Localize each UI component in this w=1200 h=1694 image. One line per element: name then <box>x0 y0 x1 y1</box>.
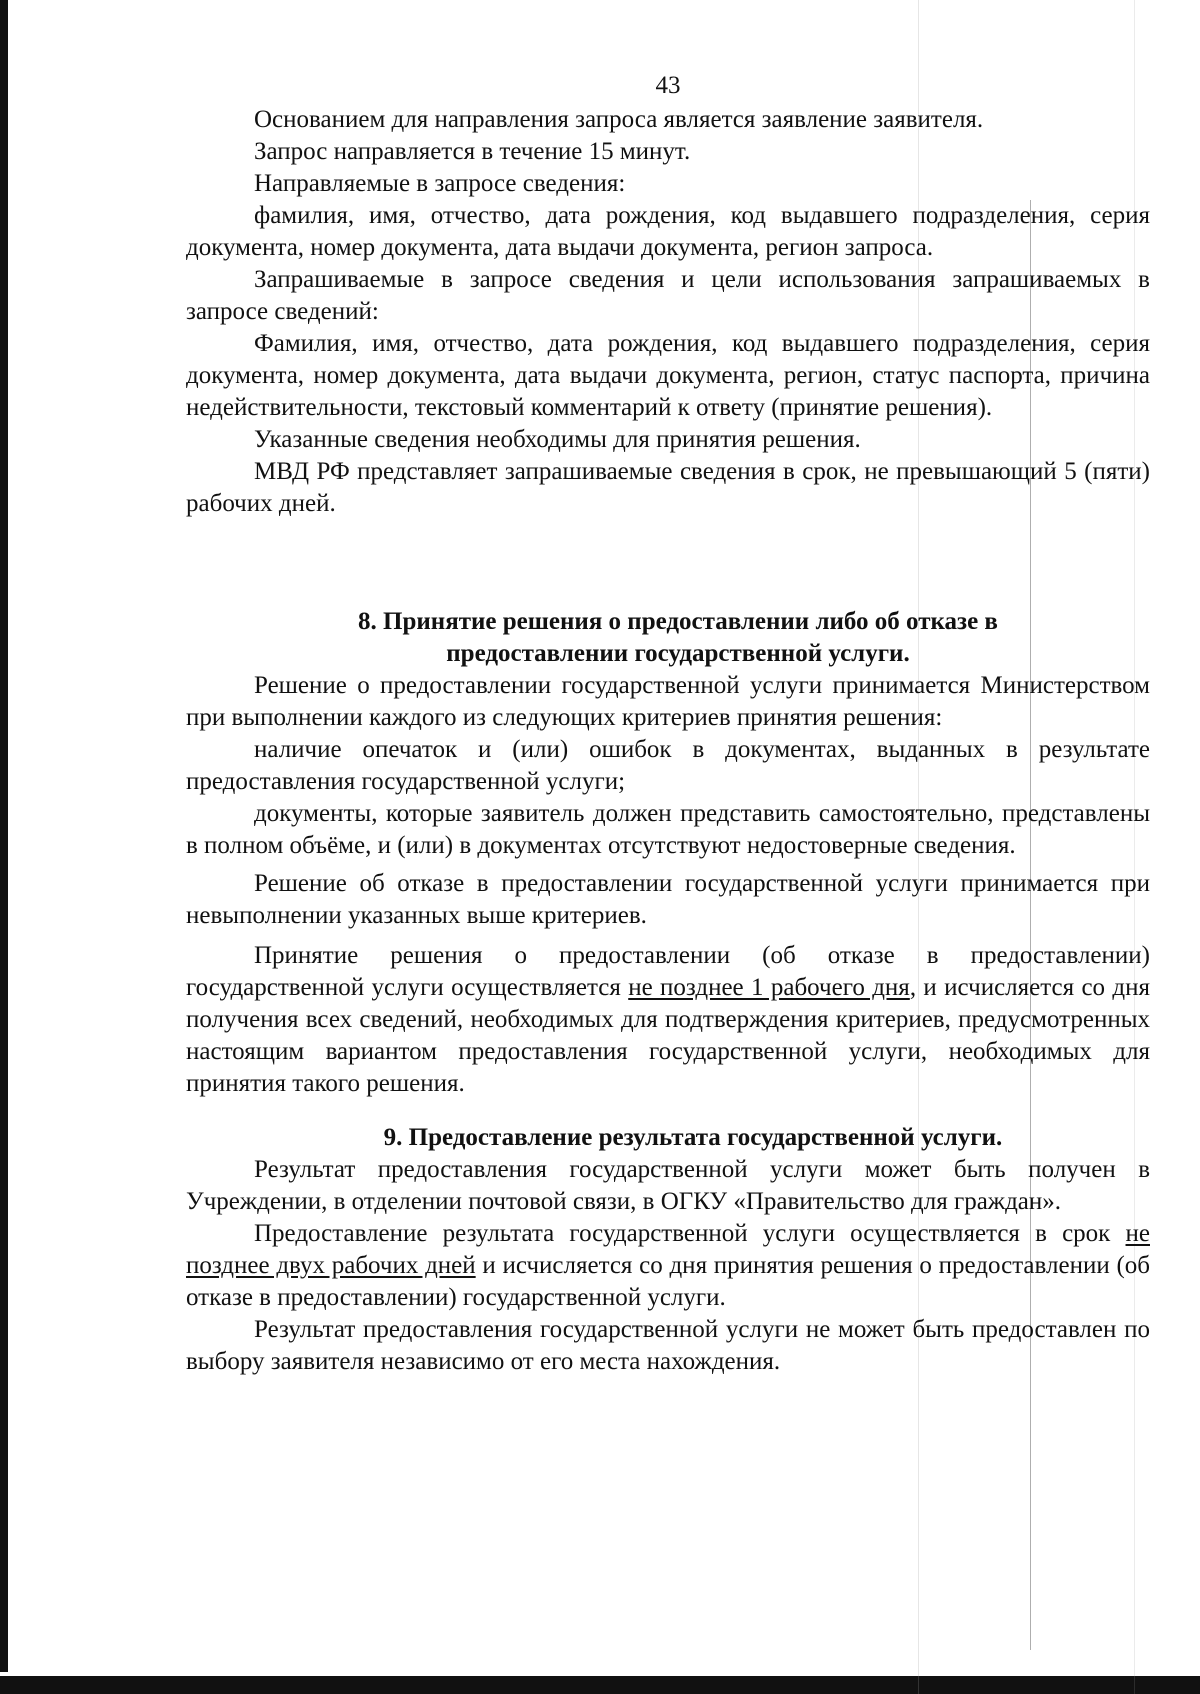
page-number: 43 <box>655 72 681 99</box>
section-8-heading-line2: предоставлении государственной услуги. <box>446 640 910 667</box>
paragraph: МВД РФ представляет запрашиваемые сведения в срок, не превышающий 5 (пяти) рабочих дней. <box>186 458 1150 517</box>
paragraph: наличие опечаток и (или) ошибок в документах, выданных в результате предоставления государственной услуги; <box>186 736 1150 795</box>
result-timing-paragraph <box>186 1218 1150 1314</box>
section-8-heading <box>186 606 1150 670</box>
scan-border-bottom <box>0 1676 1200 1694</box>
paragraph: фамилия, имя, отчество, дата рождения, код выдавшего подразделения, серия документа, номер документа, дата выдачи документа, регион запроса. <box>186 202 1150 261</box>
paragraph: Решение о предоставлении государственной услуги принимается Министерством при выполнении каждого из следующих критериев принятия решения: <box>186 672 1150 731</box>
timing-paragraph <box>186 940 1150 1100</box>
paragraph: Результат предоставления государственной услуги может быть получен в Учреждении, в отделении почтовой связи, в ОГКУ «Правительство для граждан». <box>186 1156 1150 1215</box>
scan-border-left <box>0 0 8 1694</box>
timing-text-after: , и исчисляется со дня получения всех сведений, необходимых для подтверждения критериев, предусмотренных настоящим вариантом предоставления государственной услуги, необходимых для принятия такого решения. <box>186 974 1150 1097</box>
paragraph: Направляемые в запросе сведения: <box>254 170 626 197</box>
document-body <box>186 70 1150 1378</box>
paragraph: Указанные сведения необходимы для принятия решения. <box>254 426 861 453</box>
result-deadline-underlined: не позднее двух рабочих дней <box>186 1220 1150 1279</box>
paragraph: Фамилия, имя, отчество, дата рождения, код выдавшего подразделения, серия документа, номер документа, дата выдачи документа, регион, статус паспорта, причина недействительности, текстовый комментарий к ответу (принятие решения). <box>186 330 1150 421</box>
paragraph: Запрос направляется в течение 15 минут. <box>254 138 691 165</box>
paragraph: Запрашиваемые в запросе сведения и цели использования запрашиваемых в запросе сведений: <box>186 266 1150 325</box>
section-8-heading-line1: 8. Принятие решения о предоставлении либо об отказе в <box>358 608 998 635</box>
deadline-underlined: не позднее 1 рабочего дня <box>628 974 910 1001</box>
timing-text-before: Принятие решения о предоставлении (об отказе в предоставлении) государственной услуги осуществляется <box>186 942 1150 1001</box>
paragraph: Решение об отказе в предоставлении государственной услуги принимается при невыполнении указанных выше критериев. <box>186 870 1150 929</box>
result-text-after: и исчисляется со дня принятия решения о предоставлении (об отказе в предоставлении) государственной услуги. <box>186 1252 1150 1311</box>
paragraph: документы, которые заявитель должен представить самостоятельно, представлены в полном объёме, и (или) в документах отсутствуют недостоверные сведения. <box>186 800 1150 859</box>
paragraph: Результат предоставления государственной услуги не может быть предоставлен по выбору заявителя независимо от его места нахождения. <box>186 1316 1150 1375</box>
result-text-before: Предоставление результата государственной услуги осуществляется в срок <box>254 1220 1126 1247</box>
paragraph: Основанием для направления запроса является заявление заявителя. <box>254 106 984 133</box>
section-9-heading: 9. Предоставление результата государственной услуги. <box>383 1124 1003 1151</box>
